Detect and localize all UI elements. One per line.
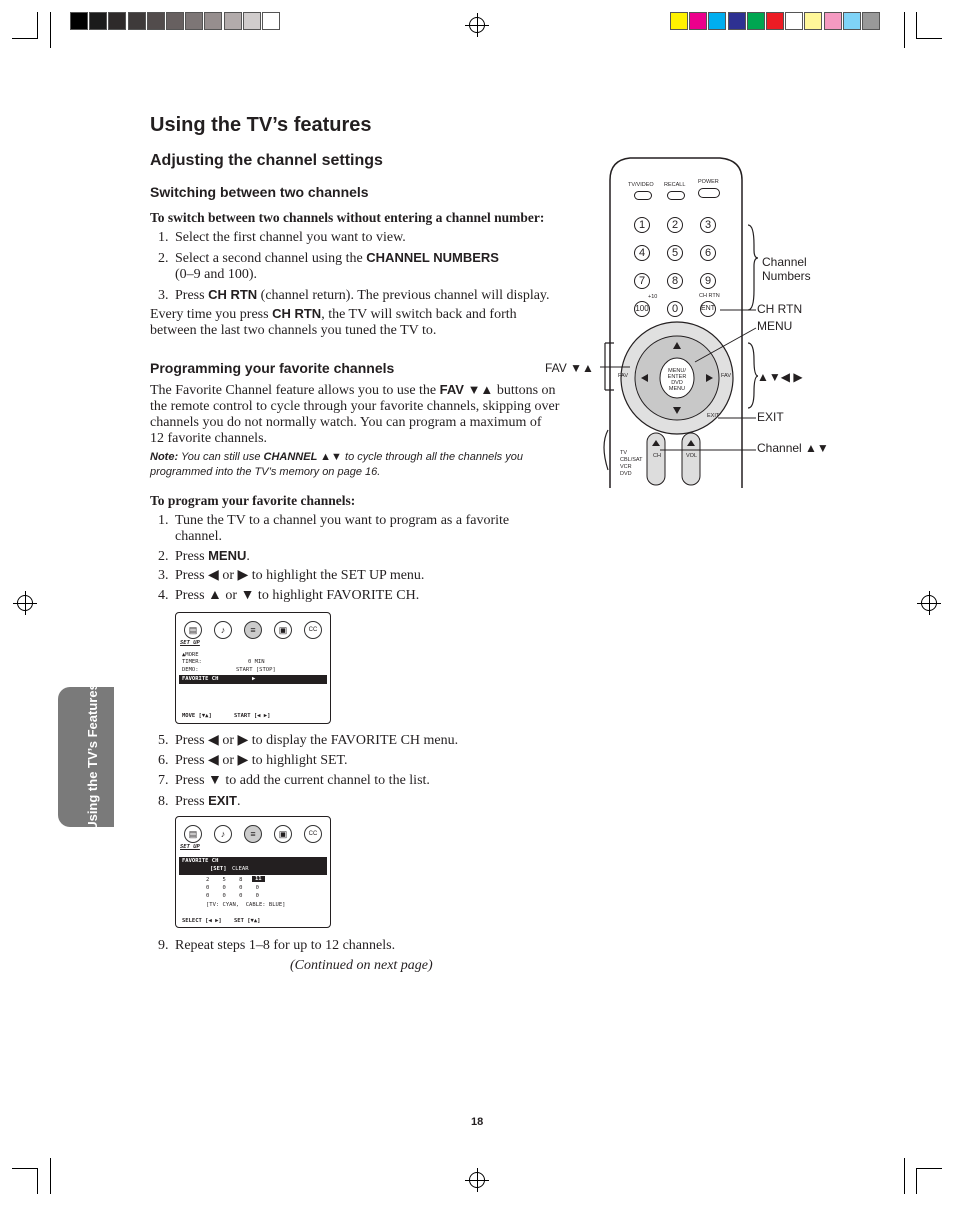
button-9[interactable]: 9 bbox=[700, 273, 716, 289]
favorites-heading: Programming your favorite channels bbox=[150, 360, 395, 376]
osd-timer: TIMER: bbox=[182, 659, 202, 665]
side-tab bbox=[58, 683, 114, 831]
setup-icon: ≡ bbox=[244, 825, 262, 843]
switch-step-3: 3. Press CH RTN (channel return). The previous channel will display. bbox=[158, 287, 550, 303]
osd-menu-title: SET UP bbox=[180, 640, 200, 646]
camera-icon: ▣ bbox=[274, 825, 292, 843]
button-100[interactable]: 100 bbox=[634, 301, 650, 317]
button-7[interactable]: 7 bbox=[634, 273, 650, 289]
osd-fav-arrow: ▶ bbox=[252, 676, 256, 682]
camera-icon: ▣ bbox=[274, 621, 292, 639]
fav-step-3: 3. Press ◀ or ▶ to highlight the SET UP menu. bbox=[158, 568, 425, 583]
ent-button[interactable]: ENT bbox=[700, 301, 716, 317]
fav-left-label: FAV bbox=[618, 373, 628, 379]
gray-swatch bbox=[70, 12, 88, 30]
color-swatch bbox=[766, 12, 784, 30]
callout-fav: FAV ▼▲ bbox=[545, 361, 594, 375]
color-swatch bbox=[670, 12, 688, 30]
fav-step-4: 4. Press ▲ or ▼ to highlight FAVORITE CH. bbox=[158, 588, 420, 603]
osd-demo: DEMO: bbox=[182, 667, 199, 673]
switch-step-1: 1. Select the first channel you want to view. bbox=[158, 230, 406, 245]
osd-fav-title: FAVORITE CH bbox=[182, 858, 219, 864]
osd-demo-value: START [STOP] bbox=[236, 667, 276, 673]
audio-icon: ♪ bbox=[214, 825, 232, 843]
registration-mark-left bbox=[17, 595, 33, 611]
color-swatch bbox=[689, 12, 707, 30]
program-heading: To program your favorite channels: bbox=[150, 493, 356, 508]
gray-swatch bbox=[262, 12, 280, 30]
color-swatch bbox=[708, 12, 726, 30]
fav-step-9: 9. Repeat steps 1–8 for up to 12 channels. bbox=[158, 938, 396, 953]
ch-rtn-paragraph: Every time you press CH RTN, the TV will switch back and forth between the last two channels you tuned the TV to. bbox=[150, 306, 517, 338]
button-8[interactable]: 8 bbox=[667, 273, 683, 289]
menu-enter-label[interactable]: MENU/ ENTER DVD MENU bbox=[667, 368, 687, 392]
gray-swatch bbox=[147, 12, 165, 30]
osd-set-hint: SET [▼▲] bbox=[234, 918, 261, 924]
osd-clear-option: CLEAR bbox=[232, 866, 249, 872]
osd-fav-row: FAVORITE CH bbox=[182, 676, 219, 682]
osd-timer-value: 0 MIN bbox=[248, 659, 265, 665]
continued-note: (Continued on next page) bbox=[290, 958, 433, 973]
osd-channel-row-3: 0 0 0 0 bbox=[206, 893, 259, 899]
button-4[interactable]: 4 bbox=[634, 245, 650, 261]
picture-icon: ▤ bbox=[184, 621, 202, 639]
button-5[interactable]: 5 bbox=[667, 245, 683, 261]
color-swatch bbox=[785, 12, 803, 30]
setup-icon: ≡ bbox=[244, 621, 262, 639]
color-swatch bbox=[804, 12, 822, 30]
switching-heading: Switching between two channels bbox=[150, 184, 369, 200]
registration-mark-top bbox=[469, 17, 485, 33]
gray-swatch bbox=[108, 12, 126, 30]
plus10-label: +10 bbox=[648, 294, 658, 300]
fav-step-2: 2. Press MENU. bbox=[158, 548, 250, 564]
fav-step-5: 5. Press ◀ or ▶ to display the FAVORITE CH menu. bbox=[158, 733, 459, 748]
picture-icon: ▤ bbox=[184, 825, 202, 843]
osd-channel-row-1: 2 5 8 bbox=[206, 877, 243, 883]
power-label: POWER bbox=[698, 179, 719, 185]
osd-set-option: [SET] bbox=[210, 866, 227, 872]
switching-intro: To switch between two channels without entering a channel number: bbox=[150, 210, 545, 225]
ch-label: CH bbox=[653, 453, 661, 459]
osd-more: ▲MORE bbox=[182, 652, 199, 658]
gray-swatch bbox=[89, 12, 107, 30]
gray-swatch bbox=[224, 12, 242, 30]
osd-legend: [TV: CYAN, CABLE: BLUE] bbox=[206, 902, 286, 908]
tv-video-label: TV/VIDEO bbox=[628, 182, 654, 188]
callout-arrows: ▲▼◀ ▶ bbox=[757, 370, 803, 384]
color-swatch bbox=[824, 12, 842, 30]
gray-swatch bbox=[128, 12, 146, 30]
button-1[interactable]: 1 bbox=[634, 217, 650, 233]
tv-video-button[interactable] bbox=[634, 191, 652, 200]
button-2[interactable]: 2 bbox=[667, 217, 683, 233]
registration-mark-bottom bbox=[469, 1172, 485, 1188]
callout-channel: Channel ▲▼ bbox=[757, 441, 829, 455]
fav-right-label: FAV bbox=[721, 373, 731, 379]
switch-step-2: 2. Select a second channel using the CHANNEL NUMBERS (0–9 and 100). bbox=[158, 250, 499, 282]
gray-swatch bbox=[204, 12, 222, 30]
osd-move-hint: MOVE [▼▲] bbox=[182, 713, 212, 719]
vol-label: VOL bbox=[686, 453, 698, 459]
favorites-note: Note: You can still use CHANNEL ▲▼ to cycle through all the channels you programmed into the TV’s memory on page 16. bbox=[150, 451, 523, 478]
color-swatch bbox=[862, 12, 880, 30]
color-swatch bbox=[728, 12, 746, 30]
fav-step-8: 8. Press EXIT. bbox=[158, 793, 241, 809]
osd-setup-menu bbox=[175, 612, 331, 724]
fav-step-1: 1. Tune the TV to a channel you want to program as a favorite channel. bbox=[158, 513, 510, 544]
gray-swatch bbox=[243, 12, 261, 30]
exit-remote-label: EXIT bbox=[707, 413, 720, 419]
callout-channel-numbers: Channel Numbers bbox=[762, 255, 811, 283]
color-swatch bbox=[843, 12, 861, 30]
registration-mark-right bbox=[921, 595, 937, 611]
osd-start-hint: START [◀ ▶] bbox=[234, 713, 271, 719]
favorites-paragraph: The Favorite Channel feature allows you to use the FAV ▼▲ buttons on the remote control to cycle through your favorite channels, skipping over channels you do not normally watch. You can program a maximum of 12 favorite channels. bbox=[150, 382, 560, 446]
osd-menu-title: SET UP bbox=[180, 844, 200, 850]
page-number: 18 bbox=[471, 1116, 484, 1128]
osd-channel-highlight: 11 bbox=[252, 876, 265, 882]
fav-step-6: 6. Press ◀ or ▶ to highlight SET. bbox=[158, 753, 348, 768]
button-6[interactable]: 6 bbox=[700, 245, 716, 261]
recall-label: RECALL bbox=[664, 182, 686, 188]
gray-swatch bbox=[166, 12, 184, 30]
section-heading: Adjusting the channel settings bbox=[150, 152, 383, 169]
callout-menu: MENU bbox=[757, 319, 793, 333]
button-3[interactable]: 3 bbox=[700, 217, 716, 233]
recall-button[interactable] bbox=[667, 191, 685, 200]
cc-icon: CC bbox=[304, 621, 322, 639]
ch-rtn-small-label: CH RTN bbox=[699, 293, 720, 299]
callout-ch-rtn: CH RTN bbox=[757, 302, 803, 316]
page-title: Using the TV’s features bbox=[150, 114, 372, 136]
button-0[interactable]: 0 bbox=[667, 301, 683, 317]
side-tab-label: Using the TV’s Features bbox=[85, 683, 100, 831]
cc-icon: CC bbox=[304, 825, 322, 843]
callout-exit: EXIT bbox=[757, 410, 784, 424]
gray-swatch bbox=[185, 12, 203, 30]
audio-icon: ♪ bbox=[214, 621, 232, 639]
power-button[interactable] bbox=[698, 188, 720, 198]
color-swatch bbox=[747, 12, 765, 30]
remote-outline bbox=[600, 150, 850, 490]
osd-select-hint: SELECT [◀ ▶] bbox=[182, 918, 222, 924]
fav-step-7: 7. Press ▼ to add the current channel to the list. bbox=[158, 773, 430, 788]
osd-favorite-menu bbox=[175, 816, 331, 928]
osd-channel-row-2: 0 0 0 0 bbox=[206, 885, 259, 891]
mode-switch-label: TV CBL/SAT VCR DVD bbox=[620, 450, 643, 477]
